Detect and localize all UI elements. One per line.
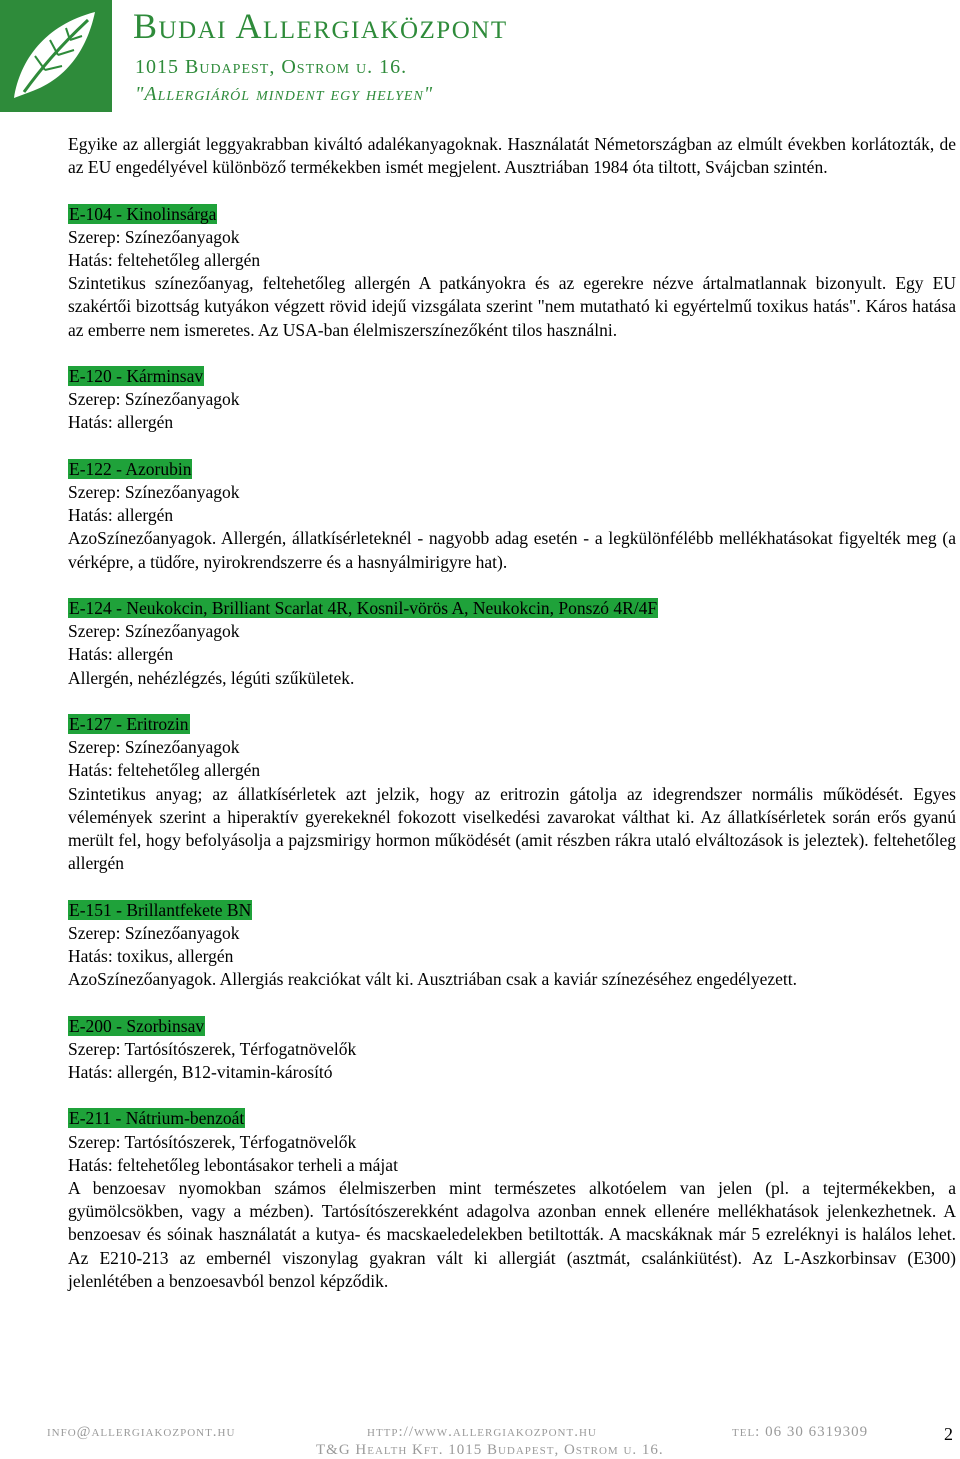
entry-title: E-122 - Azorubin — [69, 458, 192, 479]
entry-e151 — [68, 899, 956, 992]
document-body — [68, 133, 956, 1293]
entry-effect: Hatás: allergén — [68, 412, 174, 433]
entry-text: Szintetikus anyag; az állatkísérletek azt jelzik, hogy az eritrozin gátolja az idegrendszer normális működését. Egyes vélemények szerint a hiperaktív gyerekeknél fokozott viselkedési zavarokat válthat ki. Az állatkísérletek során erős gyanú merült fel, hogy befolyásolja a pajzsmirigy hormon működését (amit részben rákra utaló elváltozások is jeleztek). feltehetőleg allergén — [68, 783, 956, 874]
page-number: 2 — [944, 1424, 953, 1444]
entry-e211 — [68, 1107, 956, 1293]
entry-role: Szerep: Színezőanyagok — [68, 389, 240, 410]
entry-effect: Hatás: allergén, B12-vitamin-károsító — [68, 1062, 333, 1083]
entry-role: Szerep: Színezőanyagok — [68, 621, 240, 642]
footer-website-link[interactable]: http://www.allergiakozpont.hu — [367, 1424, 597, 1440]
entry-title: E-151 - Brillantfekete BN — [69, 899, 252, 920]
entry-role: Szerep: Színezőanyagok — [68, 226, 240, 247]
footer-phone: tel: 06 30 6319309 — [732, 1424, 869, 1440]
entry-title: E-124 - Neukokcin, Brilliant Scarlat 4R, Kosnil-vörös A, Neukokcin, Ponszó 4R/4F — [69, 598, 658, 618]
header-title: Budai Allergiaközpont — [133, 6, 508, 46]
entry-title: E-104 - Kinolinsárga — [69, 203, 217, 224]
entry-effect: Hatás: feltehetőleg lebontásakor terheli a májat — [68, 1154, 398, 1175]
entry-title: E-120 - Kárminsav — [69, 366, 204, 386]
entry-effect: Hatás: allergén — [68, 505, 174, 526]
logo — [0, 0, 112, 112]
entry-effect: Hatás: feltehetőleg allergén — [68, 250, 261, 270]
footer-company: T&G Health Kft. 1015 Budapest, Ostrom u. 16. — [316, 1442, 664, 1458]
entry-text: AzoSzínezőanyagok. Allergén, állatkísérleteknél - nagyobb adag esetén - a legkülönfélébb mellékhatásokat figyelték meg (a vérképre, a tüdőre, nyirokrendszerre és a hasnyálmirigyre hat). — [68, 528, 956, 572]
page-header — [0, 0, 960, 112]
entry-role: Szerep: Színezőanyagok — [68, 922, 240, 943]
entry-role: Szerep: Színezőanyagok — [68, 737, 240, 758]
entry-text: Allergén, nehézlégzés, légúti szűkületek. — [68, 667, 355, 688]
entry-e104 — [68, 203, 956, 342]
entry-text: A benzoesav nyomokban számos élelmiszerben mint természetes alkotóelem van jelen (pl. a tejtermékekben, a gyümölcsökben, vagy a mézben). Tartósítószerekként adagolva azonban ennek ellenére mellékhatások jelenkezhetnek. A benzoesav és sóinak használatát a kutya- és macskaeledelekben betiltották. A macskáknak már 5 ezreléknyi is halálos lehet. Az E210-213 az embernél viszonylag gyakran vált ki allergiát (asztmát, csalánkiütést). Az L-Aszkorbinsav (E300) jelenlétében a benzoesavból benzol képződik. — [68, 1178, 956, 1291]
entry-text: AzoSzínezőanyagok. Allergiás reakciókat vált ki. Ausztriában csak a kaviár színezéséhez engedélyezett. — [68, 969, 798, 990]
entry-role: Szerep: Tartósítószerek, Térfogatnövelők — [68, 1038, 357, 1059]
entry-title: E-200 - Szorbinsav — [69, 1015, 205, 1036]
entry-effect: Hatás: toxikus, allergén — [68, 946, 234, 967]
footer-email-link[interactable]: info@allergiakozpont.hu — [47, 1424, 236, 1440]
entry-role: Szerep: Színezőanyagok — [68, 482, 240, 502]
intro-paragraph: Egyike az allergiát leggyakrabban kiváltó adalékanyagoknak. Használatát Németországban az elmúlt években korlátozták, de az EU engedélyével különböző termékekben ismét megjelent. Ausztriában 1984 óta tiltott, Svájcban szintén. — [68, 134, 956, 178]
entry-e127 — [68, 713, 956, 875]
entry-e120 — [68, 365, 956, 435]
entry-e200 — [68, 1015, 956, 1085]
header-address: 1015 Budapest, Ostrom u. 16. — [135, 56, 408, 78]
entry-effect: Hatás: feltehetőleg allergén — [68, 760, 261, 781]
leaf-logo-icon — [0, 0, 112, 112]
header-motto: "Allergiáról mindent egy helyen" — [135, 83, 434, 105]
entry-title: E-211 - Nátrium-benzoát — [69, 1108, 245, 1129]
entry-effect: Hatás: allergén — [68, 644, 174, 665]
entry-e122 — [68, 458, 956, 574]
entry-title: E-127 - Eritrozin — [69, 714, 189, 734]
entry-role: Szerep: Tartósítószerek, Térfogatnövelők — [68, 1131, 357, 1152]
entry-e124 — [68, 597, 956, 690]
entry-text: Szintetikus színezőanyag, feltehetőleg allergén A patkányokra és az egerekre nézve ártalmatlannak bizonyult. Egy EU szakértői bizottság kutyákon végzett rövid idejű vizsgálata szerint "nem mutatható ki egyértelmű toxikus hatás". Káros hatása az emberre nem ismeretes. Az USA-ban élelmiszerszínezőként tilos használni. — [68, 273, 956, 340]
